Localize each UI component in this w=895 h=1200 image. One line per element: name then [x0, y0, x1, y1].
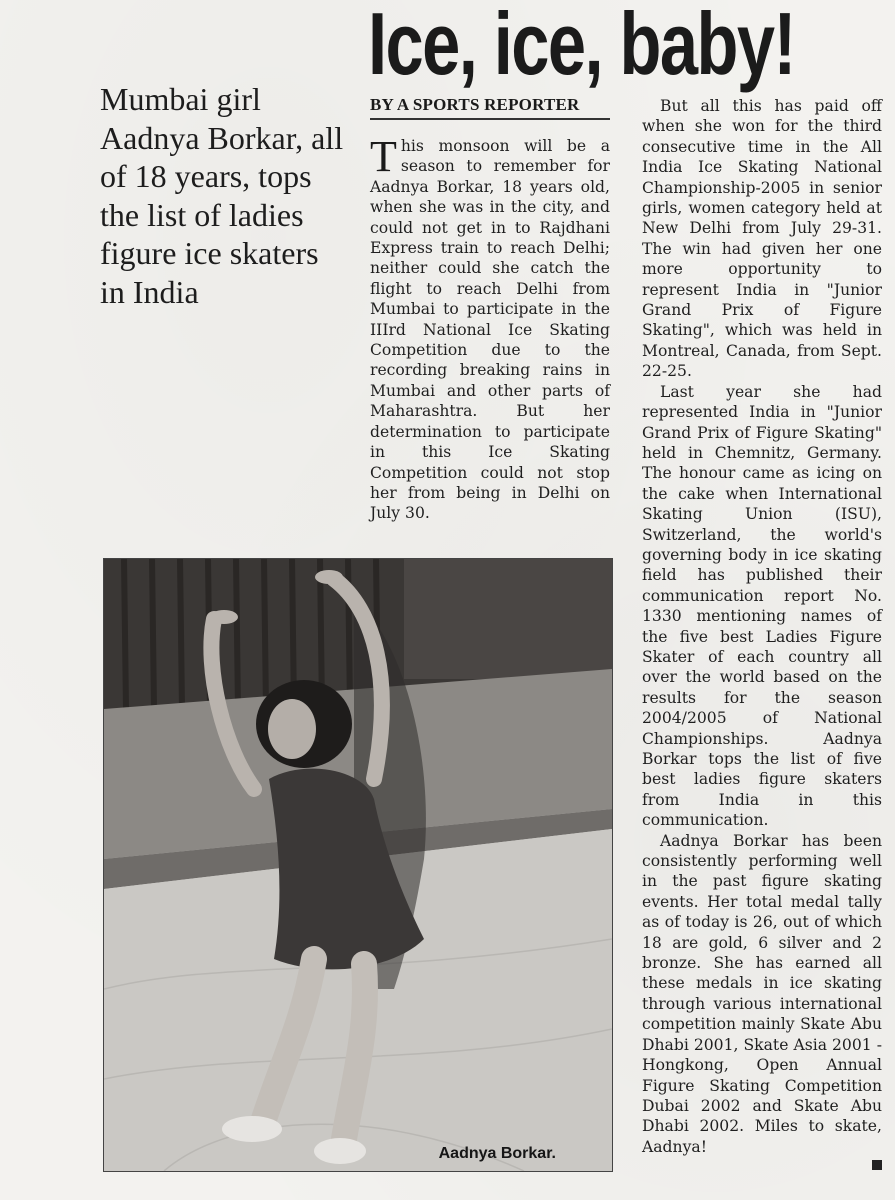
- drop-cap: T: [370, 132, 397, 181]
- deck-subheadline: Mumbai girl Aadnya Borkar, all of 18 years, tops the list of ladies figure ice skaters in India: [100, 81, 344, 310]
- byline: BY A SPORTS REPORTER: [370, 95, 580, 114]
- article-column-1: [370, 132, 610, 524]
- headline: Ice, ice, baby!: [368, 0, 795, 93]
- byline-rule: [370, 118, 610, 120]
- skater-photo: [103, 558, 613, 1172]
- lead-text: his monsoon will be a season to remember for Aadnya Borkar, 18 years old, when she was in the city, and could not get in to Rajdhani Express train to reach Delhi; neither could she catch the flight to reach Delhi from Mumbai to participate in the IIIrd National Ice Skating Competition due to the recording breaking rains in Mumbai and other parts of Maharashtra. But her determination to participate in this Ice Skating Competition could not stop her from being in Delhi on July 30.: [370, 137, 610, 523]
- body-paragraph: Aadnya Borkar has been consistently performing well in the past figure skating events. Her total medal tally as of today is 26, out of which 18 are gold, 6 silver and 2 bronze. She has earned all these medals in ice skating through various international competition mainly Skate Abu Dhabi 2001, Skate Asia 2001 - Hongkong, Open Annual Figure Skating Competition Dubai 2002 and Skate Abu Dhabi 2002. Miles to skate, Aadnya!: [642, 831, 882, 1156]
- photo-caption: Aadnya Borkar.: [438, 1145, 556, 1162]
- skater-figure-illustration: [104, 559, 612, 1171]
- body-paragraph: Last year she had represented India in "Junior Grand Prix of Figure Skating" held in Chemnitz, Germany. The honour came as icing on the cake when International Skating Union (ISU), Switzerland, the world's governing body in ice skating field has published their communication report No. 1330 mentioning names of the five best Ladies Figure Skater of each country all over the world based on the results for the season 2004/2005 of National Championships. Aadnya Borkar tops the list of five best ladies figure skaters from India in this communication.: [642, 382, 882, 830]
- article-column-2: [642, 96, 882, 1157]
- body-paragraph: But all this has paid off when she won for the third consecutive time in the All India Ice Skating National Championship-2005 in senior girls, women category held at New Delhi from July 29-31. The win had given her one more opportunity to represent India in "Junior Grand Prix of Figure Skating", which was held in Montreal, Canada, from Sept. 22-25.: [642, 97, 882, 381]
- end-of-story-mark: [872, 1160, 882, 1170]
- lead-paragraph: [370, 132, 610, 524]
